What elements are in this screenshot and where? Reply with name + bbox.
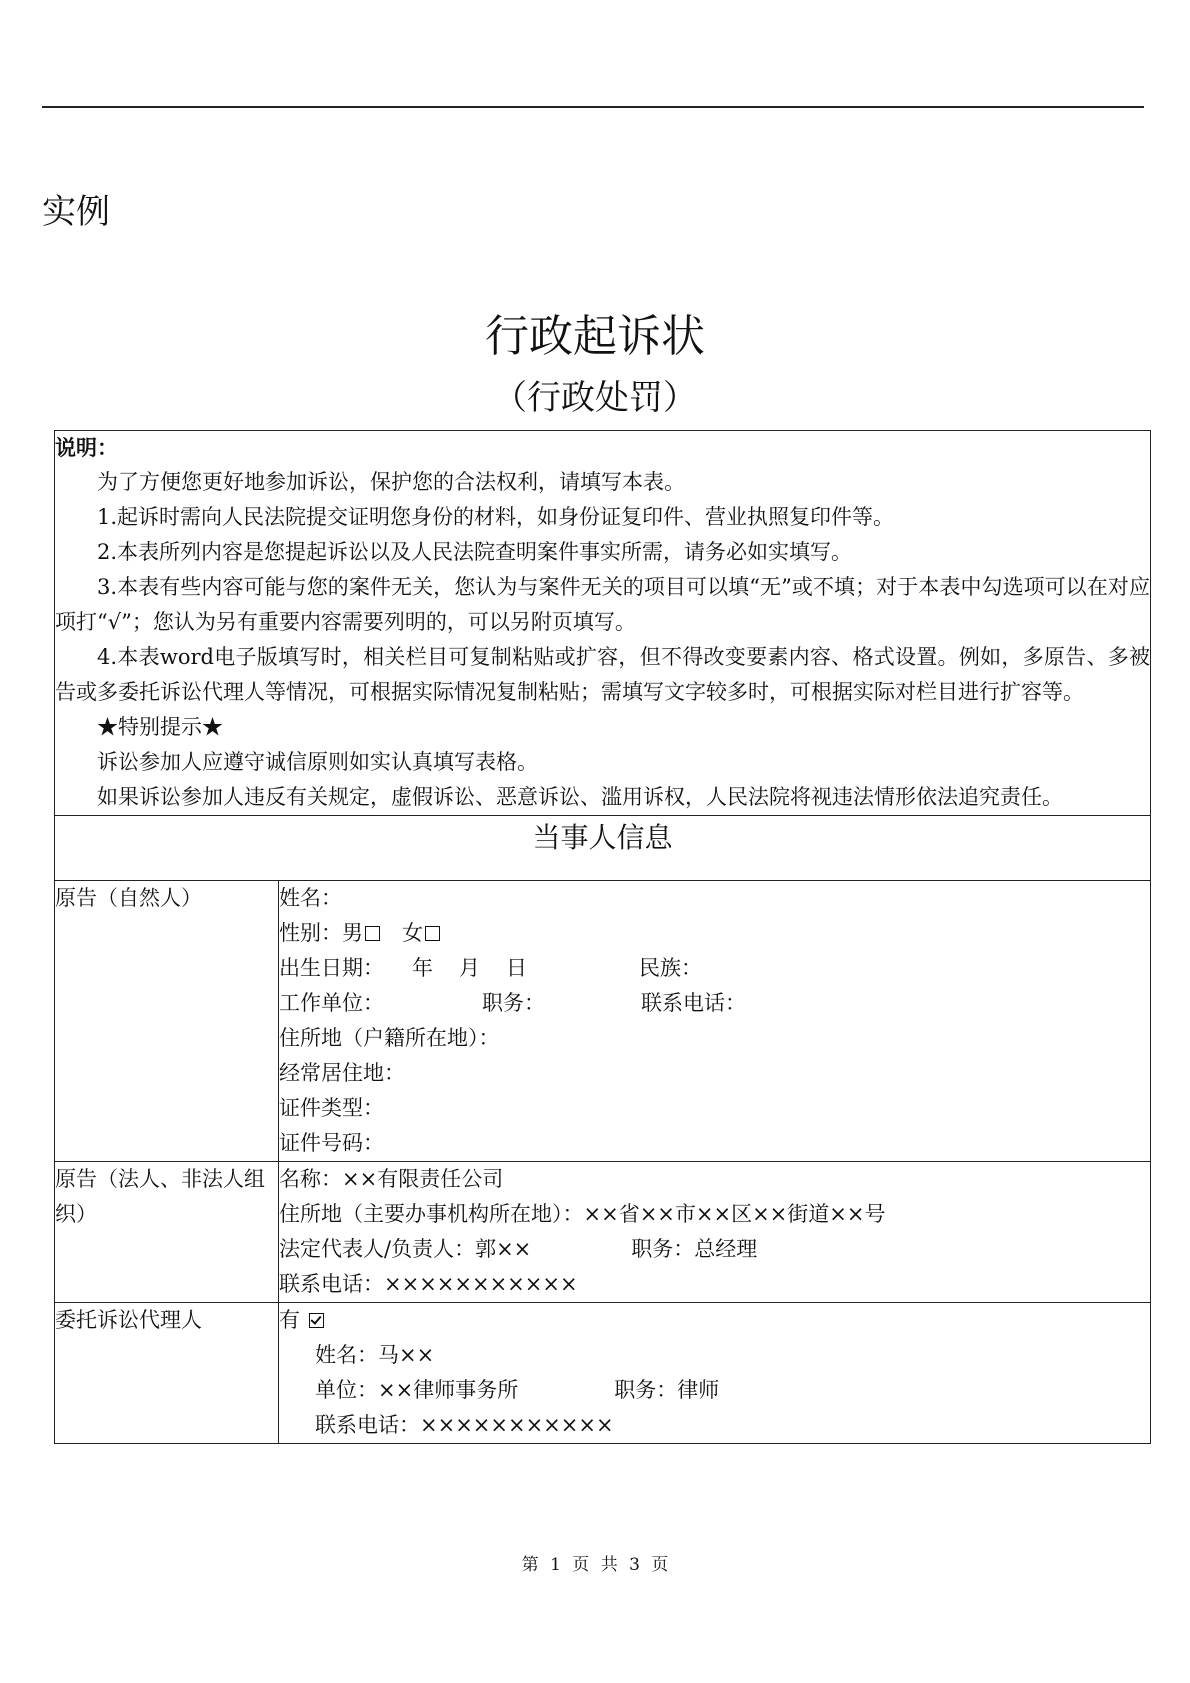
notes-paragraph: 诉讼参加人应遵守诚信原则如实认真填写表格。 bbox=[97, 750, 538, 774]
agent-label: 委托诉讼代理人 bbox=[55, 1303, 279, 1444]
notes-paragraph: 为了方便您更好地参加诉讼，保护您的合法权利，请填写本表。 bbox=[97, 470, 685, 494]
special-notice-heading: ★特别提示★ bbox=[97, 715, 223, 739]
org-phone-line[interactable]: 联系电话：××××××××××× bbox=[279, 1272, 578, 1296]
org-rep-position[interactable]: 职务：总经理 bbox=[631, 1237, 758, 1261]
gender-label: 性别： bbox=[279, 921, 342, 945]
plaintiff-org-label: 原告（法人、非法人组织） bbox=[55, 1162, 279, 1303]
plaintiff-org-fields bbox=[279, 1162, 1151, 1303]
id-type-label[interactable]: 证件类型： bbox=[279, 1096, 384, 1120]
residence-label[interactable]: 住所地（户籍所在地）： bbox=[279, 1026, 500, 1050]
gender-female-label: 女 bbox=[402, 921, 423, 945]
birth-label: 出生日期： bbox=[279, 956, 384, 980]
birth-year-label: 年 bbox=[412, 956, 433, 980]
ethnicity-label[interactable]: 民族： bbox=[639, 956, 702, 980]
agent-fields bbox=[279, 1303, 1151, 1444]
plaintiff-person-row bbox=[55, 881, 1151, 1162]
employer-label[interactable]: 工作单位： bbox=[279, 991, 384, 1015]
agent-has-line bbox=[279, 1303, 1150, 1338]
agent-phone-line[interactable]: 联系电话：××××××××××× bbox=[315, 1413, 614, 1437]
gender-line bbox=[279, 916, 1150, 951]
plaintiff-person-fields bbox=[279, 881, 1151, 1162]
id-number-line bbox=[279, 1126, 1150, 1161]
agent-has-checkbox[interactable] bbox=[309, 1313, 324, 1328]
birth-line bbox=[279, 951, 1150, 986]
page-number: 第 1 页 共 3 页 bbox=[521, 1555, 669, 1575]
notes-paragraph: 4.本表word电子版填写时，相关栏目可复制粘贴或扩容，但不得改变要素内容、格式设置。例如，多原告、多被告或多委托诉讼代理人等情况，可根据实际情况复制粘贴；需填写文字较多时，可根据实际对栏目进行扩容等。 bbox=[55, 645, 1151, 704]
employment-line bbox=[279, 986, 1150, 1021]
name-label[interactable]: 姓名： bbox=[279, 886, 342, 910]
notes-cell bbox=[55, 431, 1151, 816]
agent-unit[interactable]: 单位：××律师事务所 bbox=[315, 1378, 519, 1402]
notes-paragraph: 2.本表所列内容是您提起诉讼以及人民法院查明案件事实所需，请务必如实填写。 bbox=[97, 540, 853, 564]
plaintiff-org-row bbox=[55, 1162, 1151, 1303]
plaintiff-person-label: 原告（自然人） bbox=[55, 881, 279, 1162]
agent-position[interactable]: 职务：律师 bbox=[614, 1378, 720, 1402]
agent-unit-line bbox=[279, 1373, 1150, 1408]
habitual-residence-label[interactable]: 经常居住地： bbox=[279, 1061, 405, 1085]
gender-male-label: 男 bbox=[342, 921, 363, 945]
notes-paragraph: 3.本表有些内容可能与您的案件无关，您认为与案件无关的项目可以填“无”或不填；对于本表中勾选项可以在对应项打“√”；您认为另有重要内容需要列明的，可以另附页填写。 bbox=[55, 575, 1151, 634]
residence-line bbox=[279, 1021, 1150, 1056]
org-address-line[interactable]: 住所地（主要办事机构所在地）：××省××市××区××街道××号 bbox=[279, 1202, 886, 1226]
id-type-line bbox=[279, 1091, 1150, 1126]
notes-paragraph: 1.起诉时需向人民法院提交证明您身份的材料，如身份证复印件、营业执照复印件等。 bbox=[97, 505, 895, 529]
agent-name-line[interactable]: 姓名：马×× bbox=[315, 1343, 435, 1367]
party-section-row bbox=[55, 816, 1151, 881]
document-subtitle: （行政处罚） bbox=[493, 378, 697, 418]
notes-paragraph: 如果诉讼参加人违反有关规定，虚假诉讼、恶意诉讼、滥用诉权，人民法院将视违法情形依法追究责任。 bbox=[97, 785, 1063, 809]
notes-heading: 说明： bbox=[55, 435, 118, 460]
gender-female-checkbox[interactable] bbox=[425, 926, 440, 941]
org-rep-line bbox=[279, 1232, 1150, 1267]
header-rule bbox=[42, 106, 1144, 108]
notes-row bbox=[55, 431, 1151, 816]
habitual-residence-line bbox=[279, 1056, 1150, 1091]
org-rep[interactable]: 法定代表人/负责人：郭×× bbox=[279, 1237, 532, 1261]
id-number-label[interactable]: 证件号码： bbox=[279, 1131, 384, 1155]
party-section-title: 当事人信息 bbox=[55, 816, 1151, 881]
org-name-line[interactable]: 名称：××有限责任公司 bbox=[279, 1167, 504, 1191]
agent-row bbox=[55, 1303, 1151, 1444]
birth-month-label: 月 bbox=[459, 956, 480, 980]
complaint-form-table bbox=[54, 430, 1151, 1444]
position-label[interactable]: 职务： bbox=[482, 991, 545, 1015]
gender-male-checkbox[interactable] bbox=[365, 926, 380, 941]
agent-has-label: 有 bbox=[279, 1308, 300, 1332]
phone-label[interactable]: 联系电话： bbox=[641, 991, 746, 1015]
document-title: 行政起诉状 bbox=[485, 311, 705, 362]
name-line bbox=[279, 881, 1150, 916]
example-label: 实例 bbox=[42, 192, 110, 232]
birth-day-label: 日 bbox=[506, 956, 527, 980]
